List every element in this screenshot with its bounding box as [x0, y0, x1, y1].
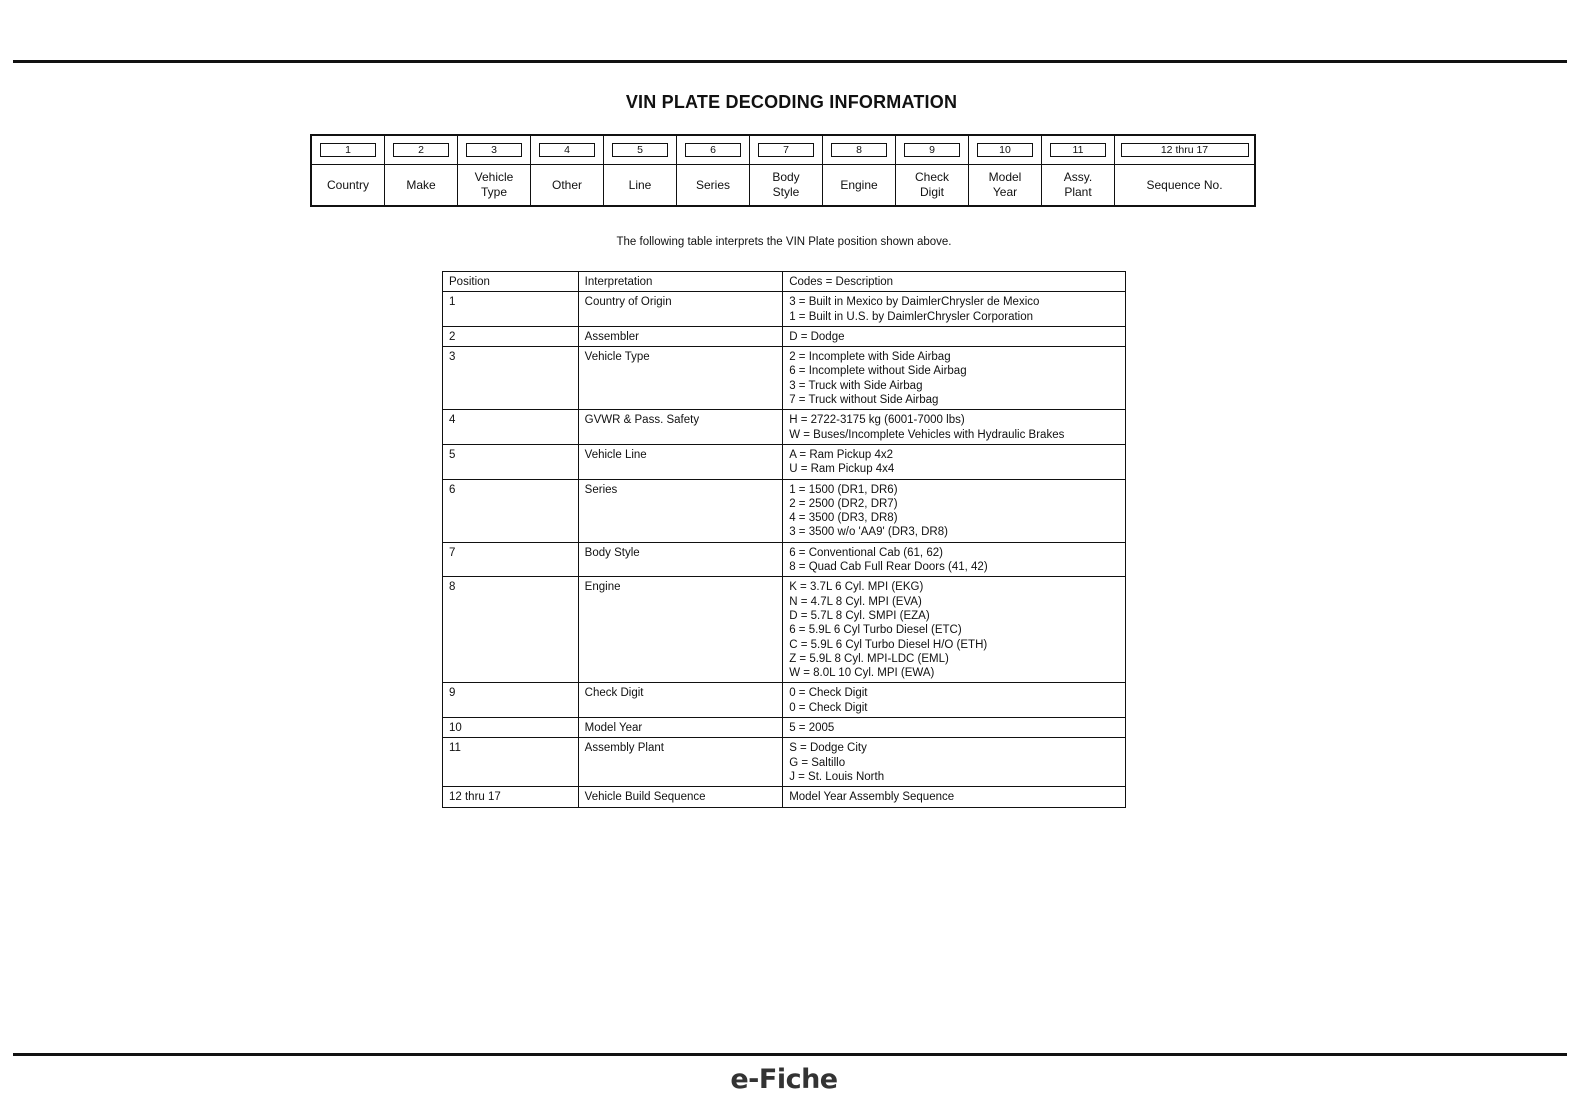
- code-line: 6 = Conventional Cab (61, 62): [789, 546, 943, 559]
- code-line: K = 3.7L 6 Cyl. MPI (EKG): [789, 581, 924, 594]
- table-row: [443, 326, 1126, 346]
- interpretation-cell: Engine: [578, 577, 783, 683]
- plate-column: [1042, 136, 1115, 205]
- plate-position-box: 10: [977, 143, 1033, 157]
- position-cell: 6: [443, 479, 579, 542]
- page-title: VIN PLATE DECODING INFORMATION: [625, 92, 958, 112]
- plate-position-cell: [1115, 136, 1254, 165]
- code-line: 4 = 3500 (DR3, DR8): [789, 512, 898, 525]
- plate-position-box: 3: [466, 143, 522, 157]
- plate-column: [312, 136, 385, 205]
- plate-field-label: Series: [695, 177, 730, 192]
- plate-field-label: Make: [406, 177, 436, 192]
- code-line: 3 = Built in Mexico by DaimlerChrysler de Mexico: [789, 296, 1040, 309]
- code-line: G = Saltillo: [789, 756, 846, 769]
- table-row: [443, 542, 1126, 577]
- plate-field-label: Country: [326, 177, 370, 192]
- top-rule: [13, 60, 1567, 63]
- plate-position-box: 11: [1050, 143, 1106, 157]
- interpretation-cell: Model Year: [578, 718, 783, 738]
- table-row: [443, 738, 1126, 787]
- plate-column: [604, 136, 677, 205]
- bottom-rule: [13, 1053, 1567, 1056]
- table-row: [443, 577, 1126, 683]
- plate-field-label: Check Digit: [914, 170, 949, 199]
- interpretation-cell: Body Style: [578, 542, 783, 577]
- plate-column: [969, 136, 1042, 205]
- code-line: Z = 5.9L 8 Cyl. MPI-LDC (EML): [789, 652, 949, 665]
- code-line: W = 8.0L 10 Cyl. MPI (EWA): [789, 667, 935, 680]
- position-cell: 11: [443, 738, 579, 787]
- position-cell: 9: [443, 683, 579, 718]
- code-line: J = St. Louis North: [789, 770, 885, 783]
- plate-column: [896, 136, 969, 205]
- plate-position-box: 6: [685, 143, 741, 157]
- code-line: 0 = Check Digit: [789, 687, 868, 700]
- interpretation-cell: Check Digit: [578, 683, 783, 718]
- interpretation-cell: Assembler: [578, 326, 783, 346]
- code-line: 6 = Incomplete without Side Airbag: [789, 365, 967, 378]
- table-header-row: [443, 272, 1126, 292]
- position-cell: 3: [443, 347, 579, 410]
- code-line: Model Year Assembly Sequence: [789, 791, 955, 804]
- plate-position-box: 1: [320, 143, 376, 157]
- plate-position-box: 8: [831, 143, 887, 157]
- codes-cell: [783, 787, 1126, 807]
- code-line: H = 2722-3175 kg (6001-7000 lbs): [789, 414, 965, 427]
- plate-column: [531, 136, 604, 205]
- vin-decoding-table: [442, 271, 1126, 808]
- header-position: Position: [443, 272, 579, 292]
- table-row: [443, 347, 1126, 410]
- plate-position-cell: [896, 136, 968, 165]
- interpretation-cell: Series: [578, 479, 783, 542]
- code-line: 7 = Truck without Side Airbag: [789, 394, 939, 407]
- plate-position-box: 7: [758, 143, 814, 157]
- plate-field-label: Body Style: [772, 170, 800, 199]
- position-cell: 2: [443, 326, 579, 346]
- code-line: N = 4.7L 8 Cyl. MPI (EVA): [789, 595, 922, 608]
- plate-position-cell: [1042, 136, 1114, 165]
- table-row: [443, 444, 1126, 479]
- plate-field-label: Model Year: [988, 170, 1022, 199]
- code-line: 6 = 5.9L 6 Cyl Turbo Diesel (ETC): [789, 624, 962, 637]
- code-line: D = Dodge: [789, 330, 845, 343]
- position-cell: 1: [443, 292, 579, 327]
- code-line: 2 = 2500 (DR2, DR7): [789, 497, 898, 510]
- plate-position-box: 12 thru 17: [1121, 143, 1249, 157]
- code-line: 2 = Incomplete with Side Airbag: [789, 351, 951, 364]
- table-row: [443, 718, 1126, 738]
- plate-column: [750, 136, 823, 205]
- table-caption: The following table interprets the VIN Plate position shown above.: [616, 236, 952, 248]
- interpretation-cell: Assembly Plant: [578, 738, 783, 787]
- plate-column: [458, 136, 531, 205]
- plate-position-cell: [458, 136, 530, 165]
- plate-position-box: 2: [393, 143, 449, 157]
- code-line: A = Ram Pickup 4x2: [789, 448, 894, 461]
- plate-position-cell: [531, 136, 603, 165]
- code-line: 3 = 3500 w/o 'AA9' (DR3, DR8): [789, 526, 948, 539]
- code-line: 3 = Truck with Side Airbag: [789, 379, 923, 392]
- codes-cell: [783, 292, 1126, 327]
- table-row: [443, 292, 1126, 327]
- interpretation-cell: Vehicle Type: [578, 347, 783, 410]
- position-cell: 5: [443, 444, 579, 479]
- code-line: 1 = 1500 (DR1, DR6): [789, 483, 898, 496]
- code-line: S = Dodge City: [789, 742, 867, 755]
- code-line: 0 = Check Digit: [789, 701, 868, 714]
- vin-plate-diagram: [310, 134, 1256, 207]
- interpretation-cell: GVWR & Pass. Safety: [578, 410, 783, 445]
- plate-field-label: Sequence No.: [1146, 177, 1223, 192]
- plate-field-label: Line: [628, 177, 652, 192]
- codes-cell: [783, 444, 1126, 479]
- codes-cell: [783, 718, 1126, 738]
- plate-position-cell: [604, 136, 676, 165]
- plate-field-label: Assy. Plant: [1063, 170, 1093, 199]
- plate-column: [677, 136, 750, 205]
- code-line: C = 5.9L 6 Cyl Turbo Diesel H/O (ETH): [789, 638, 988, 651]
- plate-position-cell: [969, 136, 1041, 165]
- plate-field-label: Engine: [840, 177, 878, 192]
- code-line: D = 5.7L 8 Cyl. SMPI (EZA): [789, 609, 930, 622]
- plate-field-label: Other: [551, 177, 582, 192]
- position-cell: 10: [443, 718, 579, 738]
- plate-position-cell: [823, 136, 895, 165]
- codes-cell: [783, 326, 1126, 346]
- plate-field-label: Vehicle Type: [474, 170, 514, 199]
- interpretation-cell: Vehicle Build Sequence: [578, 787, 783, 807]
- header-interpretation: Interpretation: [578, 272, 783, 292]
- code-line: U = Ram Pickup 4x4: [789, 463, 895, 476]
- position-cell: 8: [443, 577, 579, 683]
- codes-cell: [783, 347, 1126, 410]
- header-codes: Codes = Description: [783, 272, 1126, 292]
- plate-position-cell: [750, 136, 822, 165]
- interpretation-cell: Vehicle Line: [578, 444, 783, 479]
- table-row: [443, 683, 1126, 718]
- code-line: 1 = Built in U.S. by DaimlerChrysler Corporation: [789, 310, 1034, 323]
- codes-cell: [783, 479, 1126, 542]
- table-row: [443, 479, 1126, 542]
- plate-position-box: 5: [612, 143, 668, 157]
- position-cell: 7: [443, 542, 579, 577]
- efiche-logo: e-Fiche: [730, 1064, 838, 1095]
- codes-cell: [783, 738, 1126, 787]
- plate-position-box: 4: [539, 143, 595, 157]
- plate-position-cell: [385, 136, 457, 165]
- plate-position-box: 9: [904, 143, 960, 157]
- position-cell: 4: [443, 410, 579, 445]
- code-line: 5 = 2005: [789, 722, 835, 735]
- table-row: [443, 787, 1126, 807]
- codes-cell: [783, 410, 1126, 445]
- table-row: [443, 410, 1126, 445]
- code-line: W = Buses/Incomplete Vehicles with Hydraulic Brakes: [789, 428, 1065, 441]
- interpretation-cell: Country of Origin: [578, 292, 783, 327]
- plate-position-cell: [312, 136, 384, 165]
- plate-column: [385, 136, 458, 205]
- plate-position-cell: [677, 136, 749, 165]
- position-cell: 12 thru 17: [443, 787, 579, 807]
- plate-column: [1115, 136, 1254, 205]
- code-line: 8 = Quad Cab Full Rear Doors (41, 42): [789, 561, 988, 574]
- plate-column: [823, 136, 896, 205]
- codes-cell: [783, 577, 1126, 683]
- codes-cell: [783, 683, 1126, 718]
- codes-cell: [783, 542, 1126, 577]
